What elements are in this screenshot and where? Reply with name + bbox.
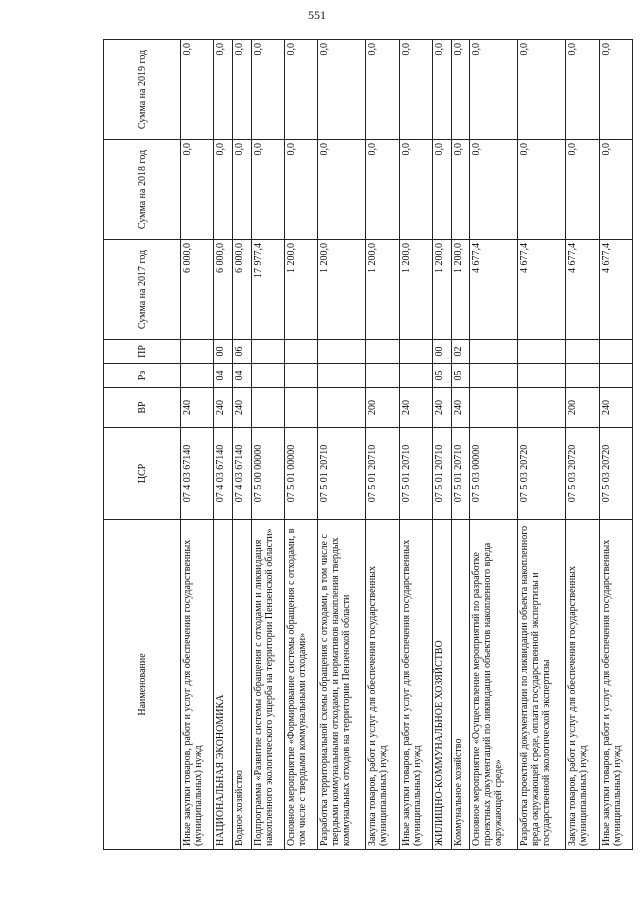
cell-s19: 0,0 bbox=[366, 40, 399, 140]
cell-s17: 4 677,4 bbox=[566, 240, 599, 340]
cell-pr bbox=[366, 340, 399, 364]
cell-vr: 200 bbox=[566, 388, 599, 428]
cell-s18: 0,0 bbox=[181, 140, 214, 240]
cell-rz bbox=[251, 364, 284, 388]
cell-name: Иные закупки товаров, работ и услуг для обеспечения государственных (муниципальных) нужд bbox=[399, 520, 432, 850]
cell-vr: 240 bbox=[399, 388, 432, 428]
cell-rz bbox=[599, 364, 632, 388]
table-row bbox=[470, 40, 518, 850]
cell-rz bbox=[566, 364, 599, 388]
cell-s18: 0,0 bbox=[214, 140, 233, 240]
cell-vr: 240 bbox=[451, 388, 470, 428]
cell-csr: 07 5 01 20710 bbox=[399, 428, 432, 520]
cell-s18: 0,0 bbox=[470, 140, 518, 240]
cell-pr bbox=[566, 340, 599, 364]
cell-s18: 0,0 bbox=[399, 140, 432, 240]
cell-s19: 0,0 bbox=[599, 40, 632, 140]
cell-pr: 00 bbox=[214, 340, 233, 364]
cell-pr: 06 bbox=[232, 340, 251, 364]
table-row bbox=[181, 40, 214, 850]
cell-csr: 07 5 01 20710 bbox=[451, 428, 470, 520]
cell-csr: 07 4 03 67140 bbox=[181, 428, 214, 520]
cell-s17: 1 200,0 bbox=[451, 240, 470, 340]
table-row bbox=[284, 40, 317, 850]
cell-s19: 0,0 bbox=[432, 40, 451, 140]
cell-rz bbox=[518, 364, 566, 388]
cell-rz bbox=[470, 364, 518, 388]
cell-vr bbox=[470, 388, 518, 428]
cell-vr: 200 bbox=[366, 388, 399, 428]
cell-pr bbox=[399, 340, 432, 364]
cell-s17: 1 200,0 bbox=[399, 240, 432, 340]
header-rz: Рз bbox=[104, 364, 181, 388]
budget-table bbox=[103, 39, 633, 850]
cell-vr: 240 bbox=[232, 388, 251, 428]
cell-csr: 07 5 01 20710 bbox=[318, 428, 366, 520]
cell-s19: 0,0 bbox=[399, 40, 432, 140]
cell-s18: 0,0 bbox=[432, 140, 451, 240]
cell-vr: 240 bbox=[181, 388, 214, 428]
header-csr: ЦСР bbox=[104, 428, 181, 520]
cell-csr: 07 5 03 20720 bbox=[518, 428, 566, 520]
page-number: 551 bbox=[308, 8, 326, 22]
cell-s18: 0,0 bbox=[366, 140, 399, 240]
cell-rz: 04 bbox=[214, 364, 233, 388]
cell-s17: 6 000,0 bbox=[232, 240, 251, 340]
cell-s19: 0,0 bbox=[181, 40, 214, 140]
table-row bbox=[318, 40, 366, 850]
table-row bbox=[451, 40, 470, 850]
cell-rz bbox=[366, 364, 399, 388]
cell-s19: 0,0 bbox=[566, 40, 599, 140]
table-row bbox=[599, 40, 632, 850]
table-row bbox=[432, 40, 451, 850]
rotated-table bbox=[103, 40, 633, 850]
cell-s17: 1 200,0 bbox=[284, 240, 317, 340]
cell-s17: 17 977,4 bbox=[251, 240, 284, 340]
cell-name: Разработка территориальной схемы обращения с отходами, в том числе с твердыми коммунальными отходами, и нормативов накопления твердых коммунальных отходов на территории Пензенской области bbox=[318, 520, 366, 850]
table-body bbox=[181, 40, 633, 850]
cell-name: Иные закупки товаров, работ и услуг для обеспечения государственных (муниципальных) нужд bbox=[599, 520, 632, 850]
cell-vr: 240 bbox=[599, 388, 632, 428]
cell-vr: 240 bbox=[214, 388, 233, 428]
table-row bbox=[518, 40, 566, 850]
cell-rz bbox=[284, 364, 317, 388]
cell-csr: 07 5 01 00000 bbox=[284, 428, 317, 520]
cell-csr: 07 5 01 20710 bbox=[432, 428, 451, 520]
cell-vr bbox=[518, 388, 566, 428]
table-row bbox=[251, 40, 284, 850]
cell-name: ЖИЛИЩНО-КОММУНАЛЬНОЕ ХОЗЯЙСТВО bbox=[432, 520, 451, 850]
cell-rz bbox=[399, 364, 432, 388]
cell-s17: 6 000,0 bbox=[181, 240, 214, 340]
cell-s19: 0,0 bbox=[318, 40, 366, 140]
cell-csr: 07 4 03 67140 bbox=[232, 428, 251, 520]
cell-pr bbox=[599, 340, 632, 364]
cell-csr: 07 5 00 00000 bbox=[251, 428, 284, 520]
cell-s18: 0,0 bbox=[232, 140, 251, 240]
cell-name: Основное мероприятие «Формирование системы обращения с отходами, в том числе с твердыми коммунальными отходами» bbox=[284, 520, 317, 850]
cell-csr: 07 5 03 20720 bbox=[599, 428, 632, 520]
table-row bbox=[399, 40, 432, 850]
cell-s18: 0,0 bbox=[318, 140, 366, 240]
cell-s18: 0,0 bbox=[599, 140, 632, 240]
cell-pr: 02 bbox=[451, 340, 470, 364]
cell-rz: 05 bbox=[432, 364, 451, 388]
cell-s17: 4 677,4 bbox=[470, 240, 518, 340]
cell-pr bbox=[318, 340, 366, 364]
cell-pr bbox=[470, 340, 518, 364]
table-container bbox=[103, 40, 633, 850]
cell-rz bbox=[181, 364, 214, 388]
cell-s19: 0,0 bbox=[214, 40, 233, 140]
cell-s17: 4 677,4 bbox=[518, 240, 566, 340]
cell-s18: 0,0 bbox=[251, 140, 284, 240]
cell-name: Основное мероприятие «Осуществление мероприятий по разработке проектных документаций по ликвидации объектов накопленного вреда окружающей среде» bbox=[470, 520, 518, 850]
table-row bbox=[232, 40, 251, 850]
cell-vr bbox=[318, 388, 366, 428]
header-sum-2018: Сумма на 2018 год bbox=[104, 140, 181, 240]
cell-rz: 05 bbox=[451, 364, 470, 388]
cell-name: Иные закупки товаров, работ и услуг для обеспечения государственных (муниципальных) нужд bbox=[181, 520, 214, 850]
cell-s18: 0,0 bbox=[566, 140, 599, 240]
cell-s19: 0,0 bbox=[451, 40, 470, 140]
cell-rz: 04 bbox=[232, 364, 251, 388]
cell-pr bbox=[284, 340, 317, 364]
cell-name: Закупка товаров, работ и услуг для обеспечения государственных (муниципальных) нужд bbox=[366, 520, 399, 850]
cell-vr bbox=[284, 388, 317, 428]
cell-s18: 0,0 bbox=[451, 140, 470, 240]
cell-rz bbox=[318, 364, 366, 388]
cell-s17: 6 000,0 bbox=[214, 240, 233, 340]
cell-name: Коммунальное хозяйство bbox=[451, 520, 470, 850]
cell-name: Разработка проектной документации по ликвидации объекта накопленного вреда окружающей среде, оплата государственной экспертизы и государственной экологической экспертизы bbox=[518, 520, 566, 850]
cell-s19: 0,0 bbox=[232, 40, 251, 140]
cell-s17: 1 200,0 bbox=[318, 240, 366, 340]
cell-csr: 07 5 03 00000 bbox=[470, 428, 518, 520]
cell-pr bbox=[518, 340, 566, 364]
cell-name: Закупка товаров, работ и услуг для обеспечения государственных (муниципальных) нужд bbox=[566, 520, 599, 850]
cell-s17: 1 200,0 bbox=[366, 240, 399, 340]
cell-pr bbox=[181, 340, 214, 364]
header-sum-2019: Сумма на 2019 год bbox=[104, 40, 181, 140]
cell-s17: 4 677,4 bbox=[599, 240, 632, 340]
header-name: Наименование bbox=[104, 520, 181, 850]
cell-csr: 07 4 03 67140 bbox=[214, 428, 233, 520]
cell-csr: 07 5 01 20710 bbox=[366, 428, 399, 520]
cell-csr: 07 5 03 20720 bbox=[566, 428, 599, 520]
cell-s19: 0,0 bbox=[518, 40, 566, 140]
header-sum-2017: Сумма на 2017 год bbox=[104, 240, 181, 340]
table-row bbox=[214, 40, 233, 850]
cell-s19: 0,0 bbox=[251, 40, 284, 140]
cell-s17: 1 200,0 bbox=[432, 240, 451, 340]
table-row bbox=[366, 40, 399, 850]
cell-s19: 0,0 bbox=[470, 40, 518, 140]
cell-s18: 0,0 bbox=[284, 140, 317, 240]
cell-s18: 0,0 bbox=[518, 140, 566, 240]
header-row bbox=[104, 40, 181, 850]
cell-name: Водное хозяйство bbox=[232, 520, 251, 850]
cell-name: Подпрограмма «Развитие системы обращения с отходами и ликвидация накопленного экологического ущерба на территории Пензенской области» bbox=[251, 520, 284, 850]
table-row bbox=[566, 40, 599, 850]
cell-pr bbox=[251, 340, 284, 364]
cell-vr: 240 bbox=[432, 388, 451, 428]
header-vr: ВР bbox=[104, 388, 181, 428]
header-pr: ПР bbox=[104, 340, 181, 364]
cell-s19: 0,0 bbox=[284, 40, 317, 140]
cell-vr bbox=[251, 388, 284, 428]
cell-name: НАЦИОНАЛЬНАЯ ЭКОНОМИКА bbox=[214, 520, 233, 850]
cell-pr: 00 bbox=[432, 340, 451, 364]
